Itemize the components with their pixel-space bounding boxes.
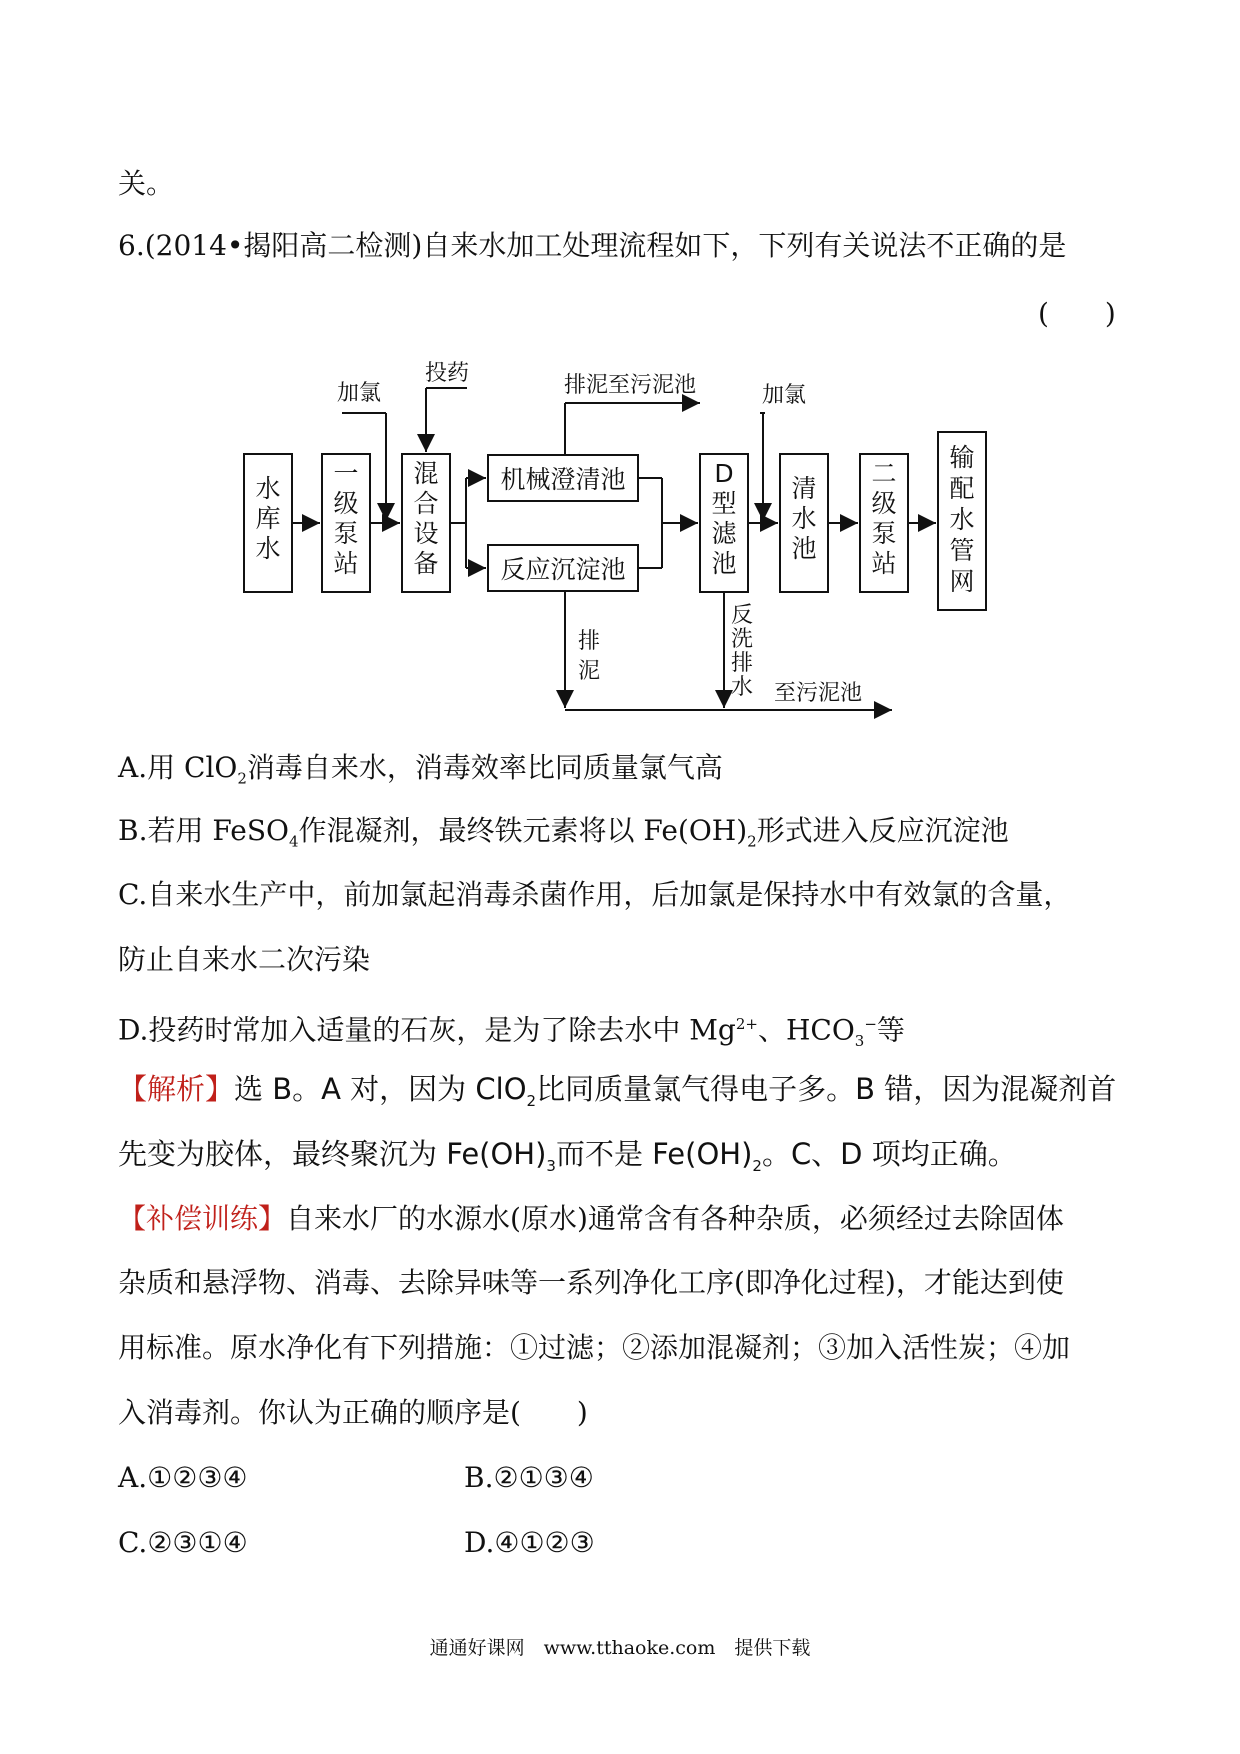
supplement-line3: 用标准。原水净化有下列措施：①过滤；②添加混凝剂；③加入活性炭；④加 [118, 1331, 1071, 1364]
svg-text:水: 水 [791, 504, 817, 533]
label-backwash [731, 603, 753, 700]
svg-text:库: 库 [255, 504, 281, 533]
svg-text:池: 池 [711, 549, 737, 578]
svg-text:反: 反 [731, 603, 754, 628]
svg-text:清: 清 [791, 474, 817, 503]
svg-text:水: 水 [731, 675, 754, 700]
supplement-tag: 【补偿训练】 [118, 1202, 287, 1235]
label-add-chlorine-1: 加氯 [337, 381, 382, 406]
svg-text:合: 合 [413, 489, 439, 518]
label-sludge-top: 排泥至污泥池 [564, 373, 697, 398]
option-a: A.用 ClO$_2$消毒自来水，消毒效率比同质量氯气高 [118, 751, 723, 788]
svg-text:配: 配 [949, 474, 975, 503]
svg-text:输: 输 [949, 443, 975, 472]
svg-text:二: 二 [871, 459, 897, 488]
svg-text:级: 级 [333, 489, 359, 518]
option-c-line2: 防止自来水二次污染 [118, 943, 371, 976]
choice-a: A.①②③④ [118, 1461, 248, 1494]
label-sludge-bottom [578, 629, 600, 684]
svg-text:排: 排 [731, 651, 754, 676]
node-pump1-label [333, 459, 358, 578]
svg-text:水: 水 [255, 474, 281, 503]
analysis-line1: 【解析】选 B。A 对，因为 ClO$_2$比同质量氯气得电子多。B 错，因为混凝剂首 [118, 1072, 1117, 1110]
svg-text:一: 一 [333, 459, 359, 488]
label-add-chlorine-2: 加氯 [762, 383, 807, 408]
svg-text:D: D [714, 459, 734, 488]
node-sedimentation-label: 反应沉淀池 [500, 555, 626, 584]
svg-text:泵: 泵 [871, 519, 897, 548]
label-to-sludge-pool: 至污泥池 [774, 681, 863, 706]
svg-text:泥: 泥 [578, 659, 601, 684]
svg-text:级: 级 [871, 489, 897, 518]
choice-c: C.②③①④ [118, 1526, 248, 1559]
option-b: B.若用 FeSO$_4$作混凝剂，最终铁元素将以 $Fe(OH)_2$形式进入反应沉淀池 [118, 814, 1009, 851]
option-d: D.投药时常加入适量的石灰，是为了除去水中 $Mg^{2+}$、$HCO_3^-$等 [118, 1013, 905, 1050]
svg-text:泵: 泵 [333, 519, 359, 548]
svg-text:排: 排 [578, 629, 601, 654]
svg-text:管: 管 [949, 536, 975, 565]
node-network-label [949, 443, 974, 596]
node-mixer-label [413, 459, 438, 578]
supplement-line4: 入消毒剂。你认为正确的顺序是( ) [118, 1396, 588, 1429]
node-pump2-label [871, 459, 896, 578]
svg-text:站: 站 [871, 549, 897, 578]
page-footer: 通通好课网 www.tthaoke.com 提供下载 [429, 1637, 811, 1659]
svg-text:洗: 洗 [731, 627, 754, 652]
option-c-line1: C.自来水生产中，前加氯起消毒杀菌作用，后加氯是保持水中有效氯的含量， [118, 878, 1072, 911]
svg-text:型: 型 [711, 489, 737, 518]
node-filter-label [711, 459, 737, 578]
svg-text:站: 站 [333, 549, 359, 578]
svg-text:混: 混 [413, 459, 439, 488]
top-fragment-text: 关。 [118, 167, 175, 200]
label-dosing: 投药 [425, 361, 470, 386]
analysis-tag: 【解析】 [118, 1072, 235, 1106]
svg-text:网: 网 [949, 567, 975, 596]
question-text: 自来水加工处理流程如下，下列有关说法不正确的是 [422, 229, 1067, 262]
node-clarifier-label: 机械澄清池 [500, 465, 626, 494]
choice-b: B.②①③④ [464, 1461, 594, 1494]
svg-text:水: 水 [949, 505, 975, 534]
svg-text:水: 水 [255, 534, 281, 563]
node-reservoir-label [255, 474, 280, 563]
svg-text:滤: 滤 [711, 519, 737, 548]
node-clear-water-label [791, 474, 816, 563]
water-treatment-flow-diagram [0, 0, 1240, 740]
analysis-line2: 先变为胶体，最终聚沉为 $Fe(OH)_3$而不是 $Fe(OH)_2$。C、D 项均正确。 [118, 1137, 1017, 1175]
svg-text:池: 池 [791, 534, 817, 563]
svg-text:备: 备 [413, 549, 439, 578]
question-number: 6. [118, 229, 145, 262]
choice-d: D.④①②③ [464, 1526, 595, 1559]
supplement-line2: 杂质和悬浮物、消毒、去除异味等一系列净化工序(即净化过程)，才能达到使 [118, 1266, 1064, 1299]
svg-text:设: 设 [413, 519, 439, 548]
answer-blank: ( ) [1038, 297, 1116, 330]
question-source: (2014•揭阳高二检测) [144, 229, 423, 262]
supplement-line1: 【补偿训练】自来水厂的水源水(原水)通常含有各种杂质，必须经过去除固体 [118, 1202, 1064, 1235]
